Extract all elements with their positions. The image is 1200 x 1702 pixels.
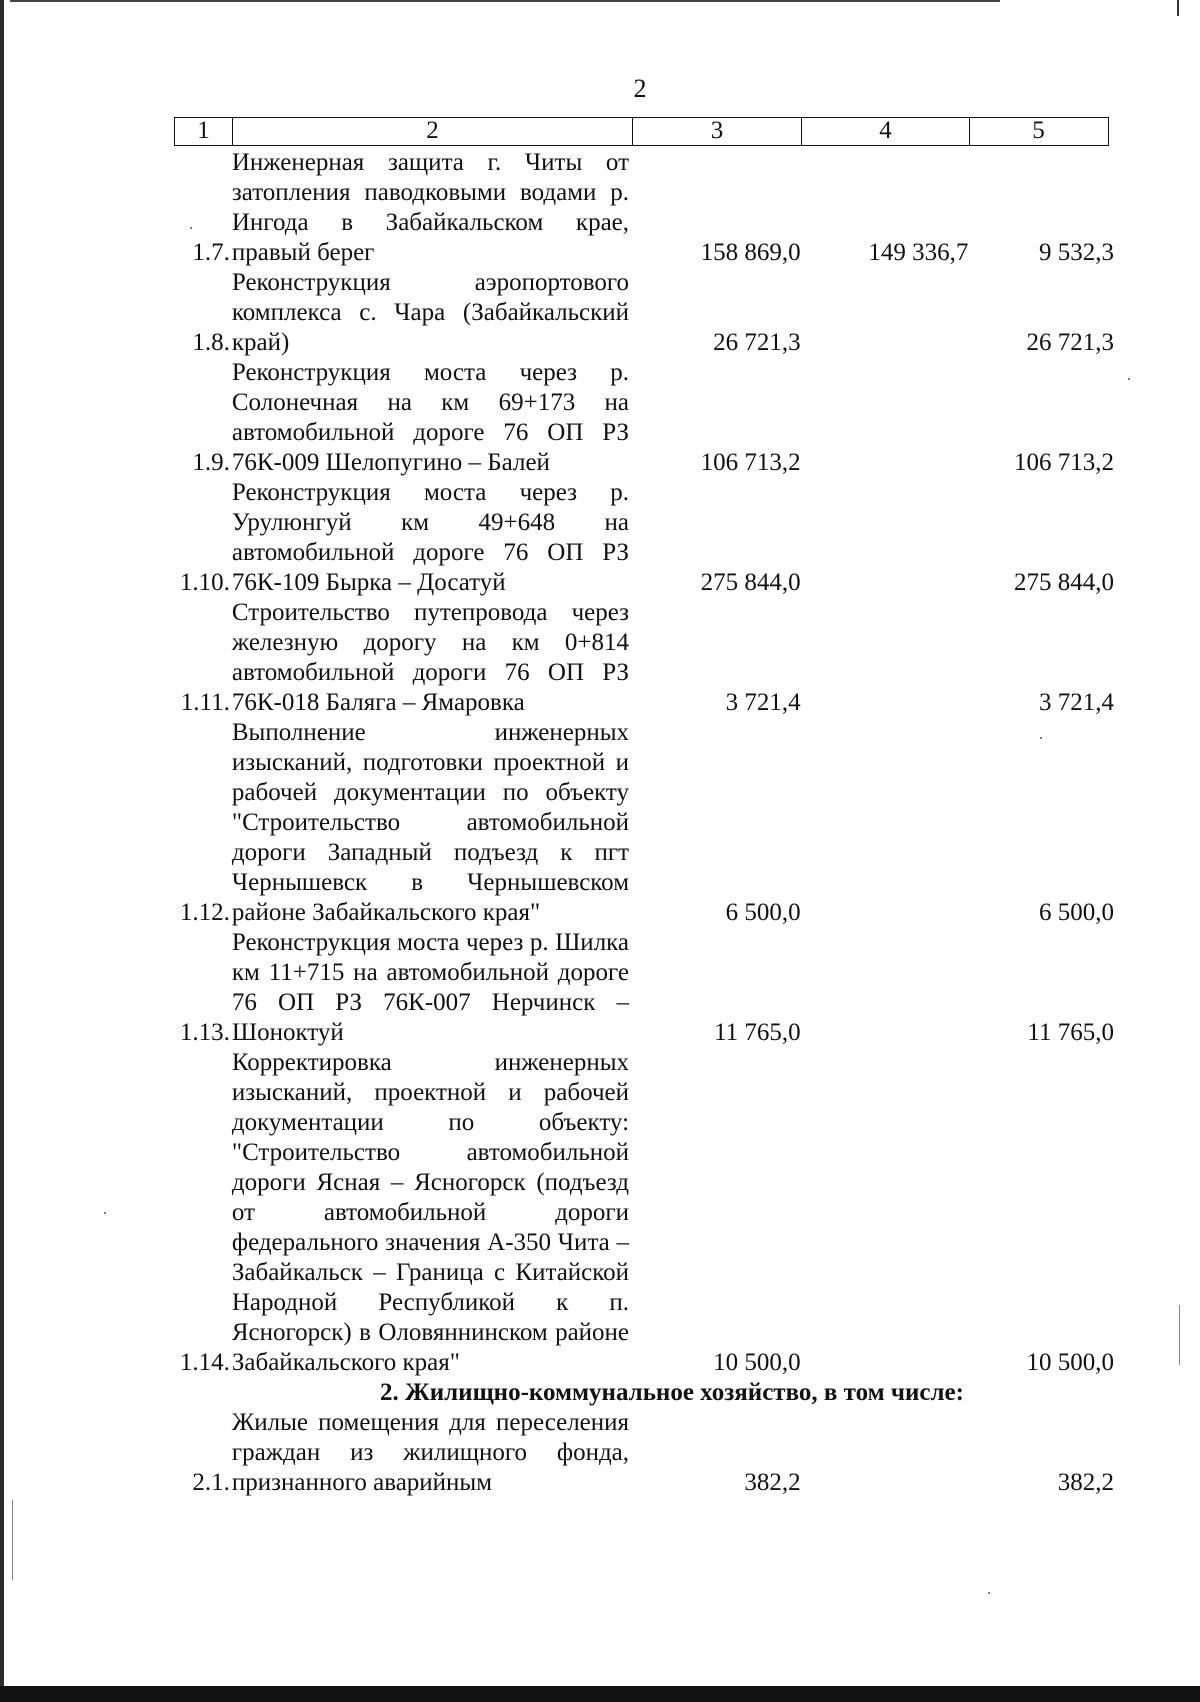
row-number: 1.8. xyxy=(192,329,230,356)
row-column-3: 382,2 xyxy=(744,1469,801,1496)
row-description: Корректировка инженерных изысканий, проектной и рабочей документации по объекту: "Строительство автомобильной дороги Ясная – Ясногорск (подъезд от автомобильной дороги федерального значения А-350 Чита – Забайкальск – Граница с Китайской Народной Республикой к п. Ясногорск) в Оловяннинском районе Забайкальского края" xyxy=(231,1049,630,1376)
scan-bottom-bar xyxy=(0,1686,1200,1702)
table-row xyxy=(174,598,1114,718)
row-column-3: 26 721,3 xyxy=(713,329,801,356)
section-title: 2. Жилищно-коммунальное хозяйство, в том числе: xyxy=(380,1379,964,1406)
row-column-3: 6 500,0 xyxy=(725,899,801,926)
column-header-4: 4 xyxy=(802,118,970,145)
row-column-4: 149 336,7 xyxy=(868,239,969,266)
row-description: Реконструкция моста через р. Солонечная на км 69+173 на автомобильной дороге 76 ОП РЗ 76К-009 Шелопугино – Балей xyxy=(231,359,630,476)
row-column-5: 9 532,3 xyxy=(1039,239,1114,266)
row-description: Реконструкция моста через р. Шилка км 11+715 на автомобильной дороге 76 ОП РЗ 76К-007 Нерчинск – Шоноктуй xyxy=(231,929,630,1046)
scan-speck xyxy=(988,1592,990,1594)
row-description: Реконструкция аэропортового комплекса с. Чара (Забайкальский край) xyxy=(231,269,630,356)
row-number: 1.13. xyxy=(179,1019,230,1046)
row-column-5: 26 721,3 xyxy=(1026,329,1114,356)
table-row xyxy=(174,928,1114,1048)
row-description: Выполнение инженерных изысканий, подготовки проектной и рабочей документации по объекту "Строительство автомобильной дороги Западный подъезд к пгт Чернышевск в Чернышевском районе Забайкальского края" xyxy=(231,719,630,926)
row-number: 1.11. xyxy=(180,689,230,716)
row-column-3: 158 869,0 xyxy=(700,239,801,266)
table-header xyxy=(174,117,1109,146)
row-column-3: 275 844,0 xyxy=(700,569,801,596)
row-description: Реконструкция моста через р. Урулюнгуй км 49+648 на автомобильной дороге 76 ОП РЗ 76К-109 Бырка – Досатуй xyxy=(231,479,630,596)
row-column-5: 10 500,0 xyxy=(1026,1349,1114,1376)
row-number: 1.7. xyxy=(192,239,230,266)
table-rows-part2 xyxy=(174,1408,1114,1498)
row-column-3: 106 713,2 xyxy=(700,449,801,476)
row-description: Инженерная защита г. Читы от затопления паводковыми водами р. Ингода в Забайкальском крае, правый берег xyxy=(231,149,630,266)
row-column-3: 3 721,4 xyxy=(725,689,801,716)
table-row xyxy=(174,718,1114,928)
page-number: 2 xyxy=(633,74,647,103)
column-header-1: 1 xyxy=(175,118,233,145)
table-row xyxy=(174,1408,1114,1498)
row-number: 2.1. xyxy=(192,1469,230,1496)
row-description: Жилые помещения для переселения граждан из жилищного фонда, признанного аварийным xyxy=(231,1409,630,1496)
row-column-5: 106 713,2 xyxy=(1014,449,1114,476)
table-row xyxy=(174,268,1114,358)
scan-artifact-line xyxy=(12,1500,13,1580)
row-column-3: 11 765,0 xyxy=(714,1019,801,1046)
row-column-5: 11 765,0 xyxy=(1027,1019,1114,1046)
row-column-5: 382,2 xyxy=(1057,1469,1114,1496)
scan-left-border xyxy=(0,0,4,1702)
row-number: 1.12. xyxy=(179,899,230,926)
table-row xyxy=(174,478,1114,598)
row-number: 1.9. xyxy=(192,449,230,476)
row-description: Строительство путепровода через железную дорогу на км 0+814 автомобильной дороги 76 ОП РЗ 76К-018 Баляга – Ямаровка xyxy=(231,599,630,716)
column-header-3: 3 xyxy=(633,118,802,145)
row-column-3: 10 500,0 xyxy=(713,1349,801,1376)
table-row xyxy=(174,1048,1114,1378)
column-header-5: 5 xyxy=(1032,117,1045,144)
table-rows-part1 xyxy=(174,148,1114,1378)
table-body xyxy=(174,148,1114,1498)
scan-right-mark xyxy=(1177,0,1179,16)
table-row xyxy=(174,148,1114,268)
column-header-2: 2 xyxy=(233,118,633,145)
row-number: 1.10. xyxy=(179,569,230,596)
row-column-5: 275 844,0 xyxy=(1014,569,1114,596)
row-column-5: 6 500,0 xyxy=(1039,899,1114,926)
scan-speck xyxy=(1128,378,1130,380)
scan-top-line xyxy=(10,0,1000,2)
table-row xyxy=(174,358,1114,478)
scan-artifact-line xyxy=(1179,1305,1180,1365)
row-number: 1.14. xyxy=(179,1349,230,1376)
row-column-5: 3 721,4 xyxy=(1039,689,1114,716)
scan-speck xyxy=(104,1212,106,1214)
